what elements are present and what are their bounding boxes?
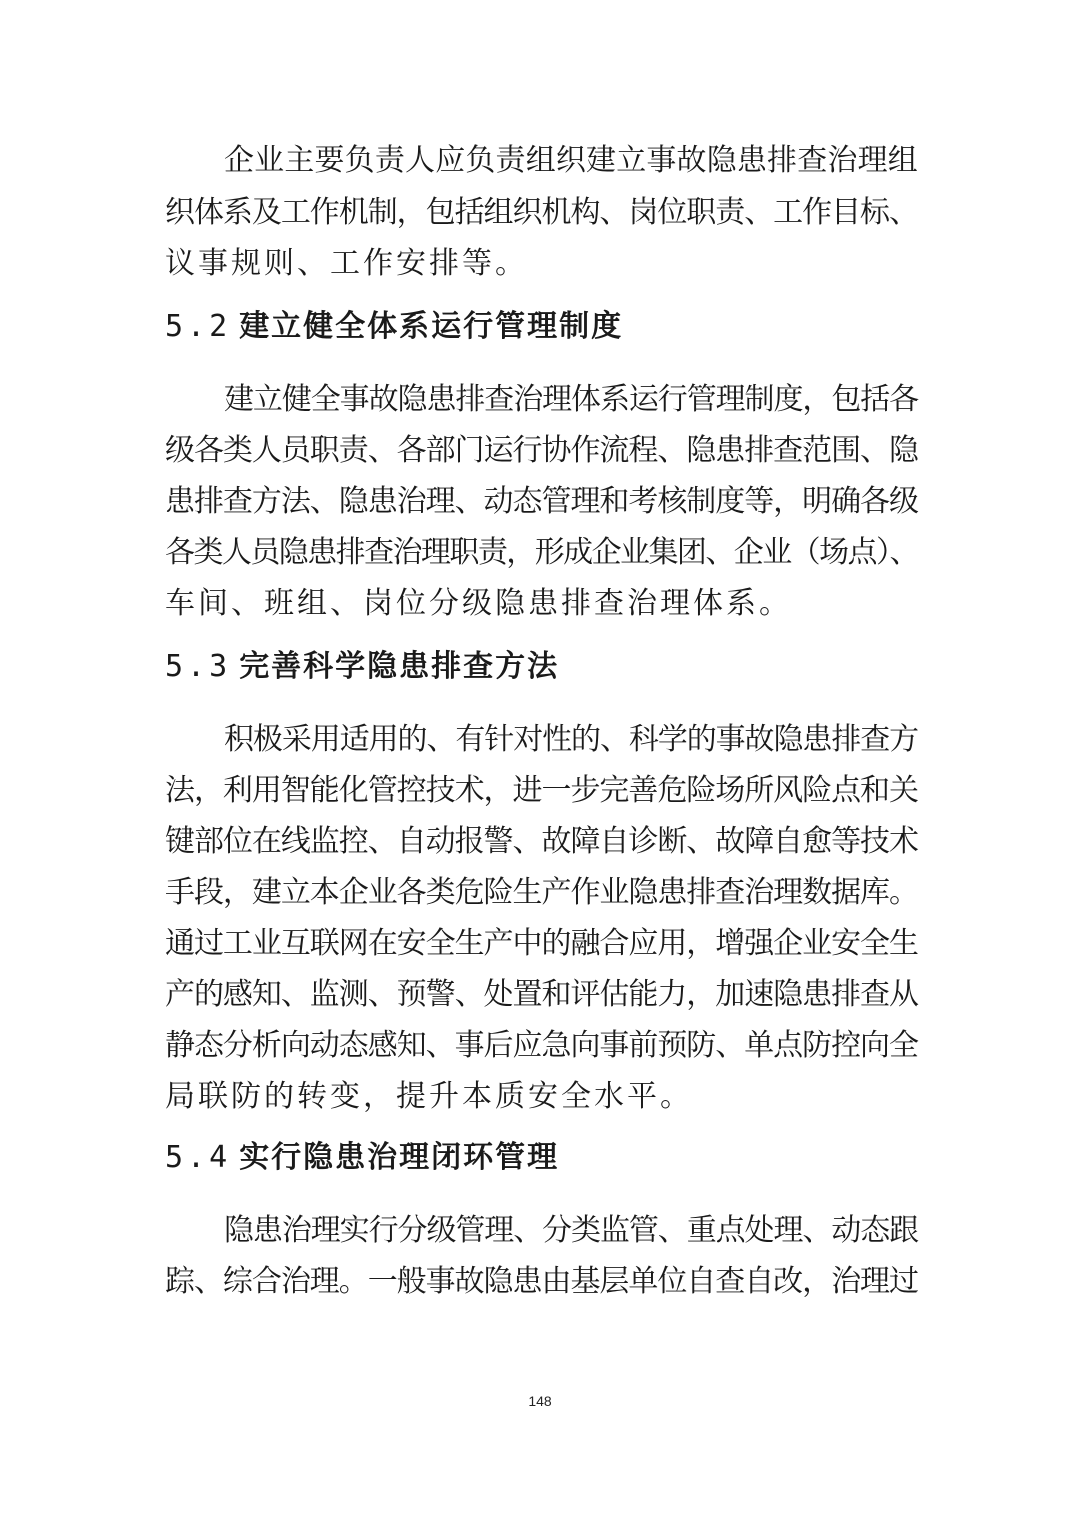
paragraph-line: 产的感知、监测、预警、处置和评估能力，加速隐患排查从 bbox=[165, 977, 918, 1012]
section-title: 完善科学隐患排查方法 bbox=[239, 649, 560, 684]
paragraph-line: 通过工业互联网在安全生产中的融合应用，增强企业安全生 bbox=[165, 926, 918, 961]
paragraph-line: 级各类人员职责、各部门运行协作流程、隐患排查范围、隐 bbox=[165, 433, 918, 468]
paragraph-line: 手段，建立本企业各类危险生产作业隐患排查治理数据库。 bbox=[165, 875, 918, 910]
paragraph-line: 患排查方法、隐患治理、动态管理和考核制度等，明确各级 bbox=[165, 484, 918, 519]
section-title: 实行隐患治理闭环管理 bbox=[239, 1140, 560, 1175]
section-number: 5.3 bbox=[165, 649, 232, 684]
paragraph-line: 议事规则、工作安排等。 bbox=[165, 246, 528, 281]
paragraph-line: 织体系及工作机制，包括组织机构、岗位职责、工作目标、 bbox=[165, 195, 918, 230]
paragraph-line: 踪、综合治理。一般事故隐患由基层单位自查自改，治理过 bbox=[165, 1264, 918, 1299]
paragraph-line: 积极采用适用的、有针对性的、科学的事故隐患排查方 bbox=[224, 722, 919, 757]
section-title: 建立健全体系运行管理制度 bbox=[239, 309, 624, 344]
paragraph-line: 车间、班组、岗位分级隐患排查治理体系。 bbox=[165, 586, 792, 621]
paragraph-line: 隐患治理实行分级管理、分类监管、重点处理、动态跟 bbox=[224, 1213, 919, 1248]
paragraph-line: 企业主要负责人应负责组织建立事故隐患排查治理组 bbox=[224, 143, 918, 178]
section-number: 5.2 bbox=[165, 309, 232, 344]
section-heading-5-2 bbox=[165, 309, 623, 345]
paragraph-line: 法，利用智能化管控技术，进一步完善危险场所风险点和关 bbox=[165, 773, 918, 808]
page-number: 148 bbox=[528, 1393, 552, 1409]
section-number: 5.4 bbox=[165, 1140, 232, 1175]
paragraph-line: 建立健全事故隐患排查治理体系运行管理制度，包括各 bbox=[224, 382, 919, 417]
paragraph-line: 各类人员隐患排查治理职责，形成企业集团、企业（场点）、 bbox=[165, 535, 918, 570]
section-heading-5-3 bbox=[165, 649, 559, 685]
paragraph-line: 静态分析向动态感知、事后应急向事前预防、单点防控向全 bbox=[165, 1028, 918, 1063]
paragraph-line: 局联防的转变，提升本质安全水平。 bbox=[165, 1079, 693, 1114]
section-heading-5-4 bbox=[165, 1140, 559, 1176]
paragraph-line: 键部位在线监控、自动报警、故障自诊断、故障自愈等技术 bbox=[165, 824, 918, 859]
